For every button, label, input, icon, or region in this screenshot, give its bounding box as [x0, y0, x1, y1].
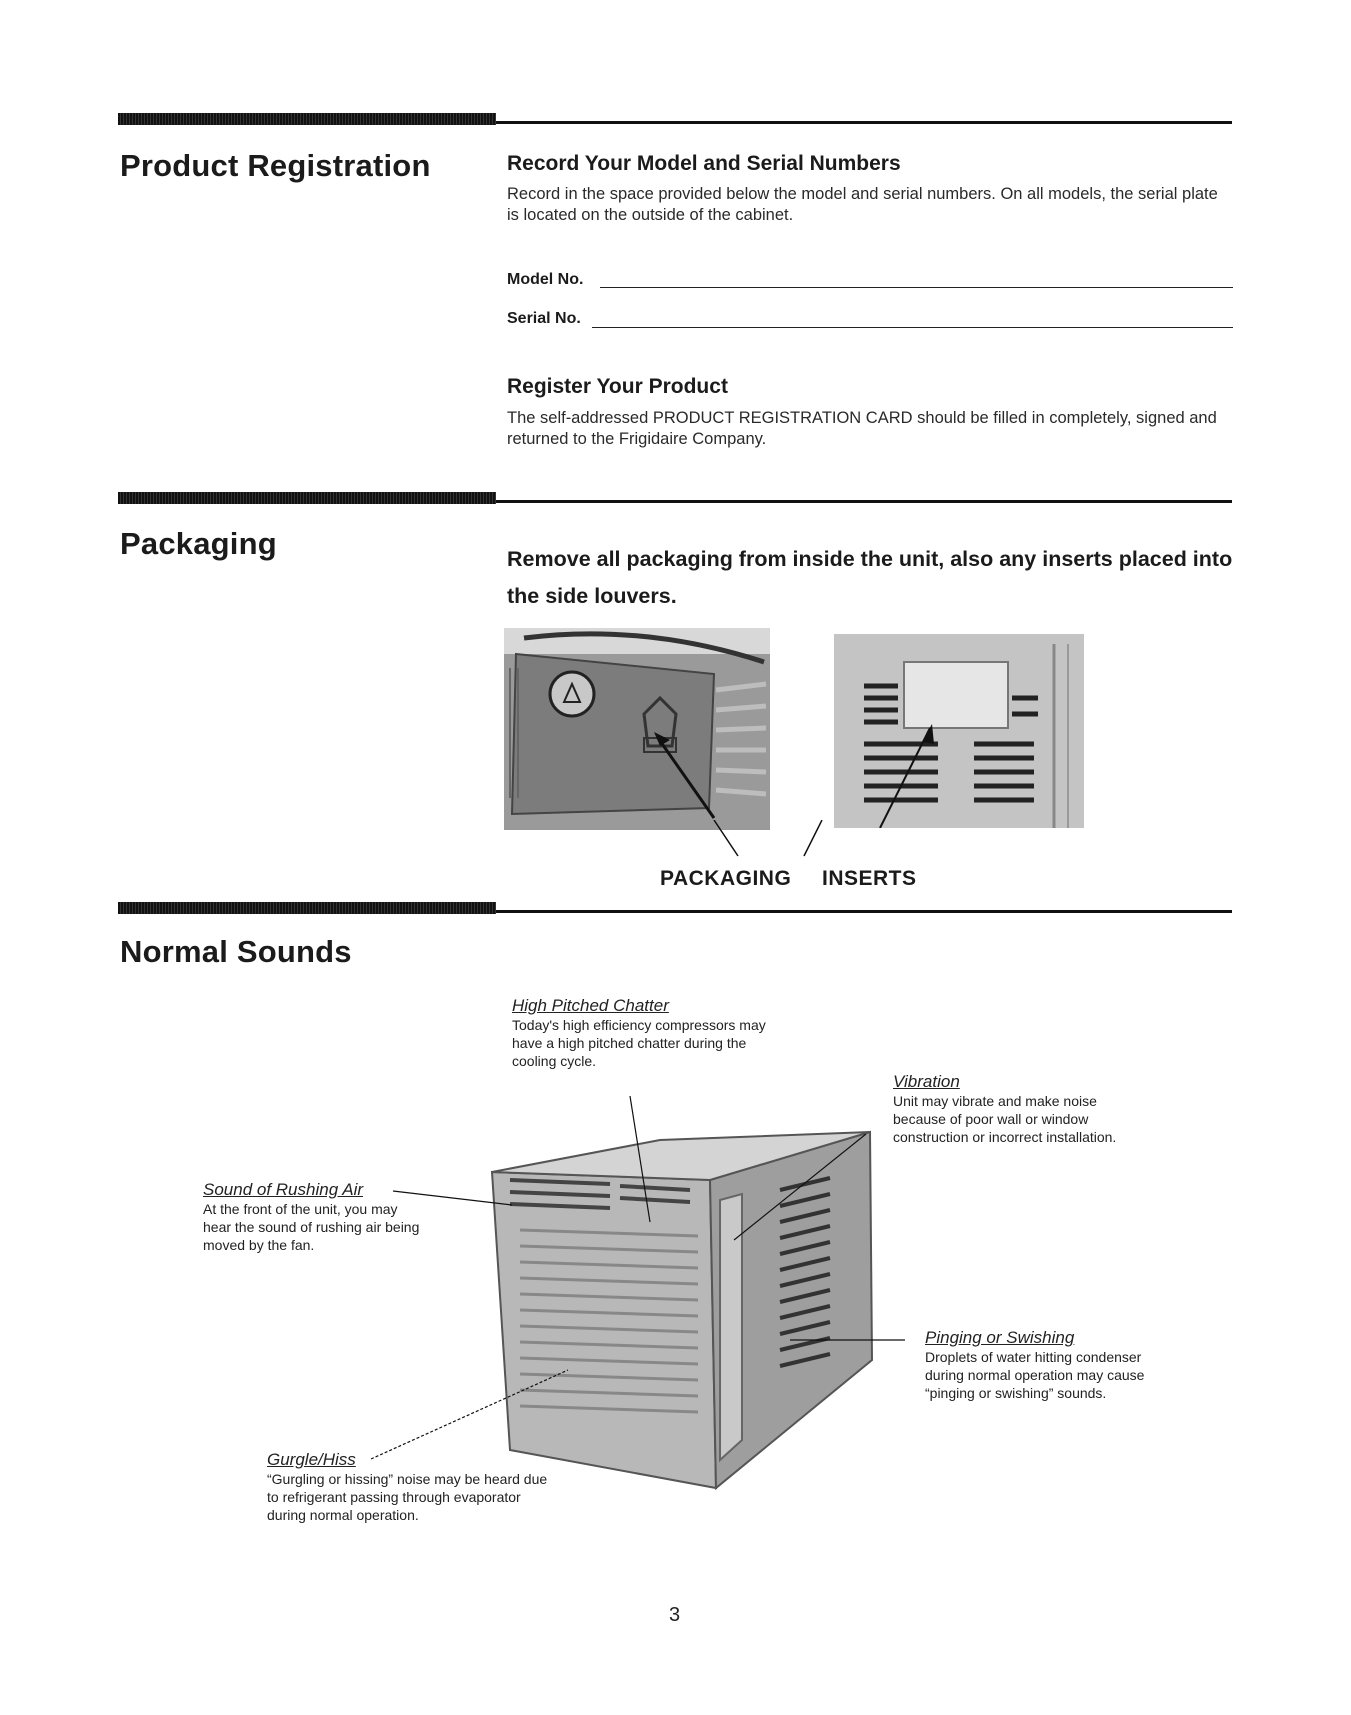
model-number-label: Model No.: [507, 271, 584, 288]
sound-item-pinging-swishing: [925, 1328, 1173, 1402]
sound-description: Today's high efficiency compressors may have a high pitched chatter during the cooling cycle.: [512, 1017, 766, 1069]
sound-item-vibration: [893, 1072, 1137, 1146]
sound-title: Pinging or Swishing: [925, 1328, 1075, 1347]
sound-description: Droplets of water hitting condenser during normal operation may cause “pinging or swishing” sounds.: [925, 1349, 1145, 1401]
sound-title: High Pitched Chatter: [512, 996, 669, 1015]
sound-title: Gurgle/Hiss: [267, 1450, 356, 1469]
packaging-instruction: Remove all packaging from inside the unit, also any inserts placed into the side louvers.: [507, 547, 1233, 608]
sound-description: “Gurgling or hissing” noise may be heard due to refrigerant passing through evaporator during normal operation.: [267, 1471, 548, 1523]
sound-item-rushing-air: [203, 1180, 421, 1254]
inserts-caption: INSERTS: [822, 867, 917, 890]
sound-title: Sound of Rushing Air: [203, 1180, 364, 1199]
packaging-caption: PACKAGING: [660, 867, 792, 890]
sound-item-high-pitched-chatter: [512, 996, 792, 1070]
record-numbers-text: Record in the space provided below the model and serial numbers. On all models, the serial plate is located on the outside of the cabinet.: [507, 185, 1218, 224]
register-product-text: The self-addressed PRODUCT REGISTRATION CARD should be filled in completely, signed and returned to the Frigidaire Company.: [507, 409, 1217, 448]
sound-title: Vibration: [893, 1072, 960, 1091]
record-numbers-heading: Record Your Model and Serial Numbers: [507, 152, 901, 175]
serial-number-label: Serial No.: [507, 310, 581, 327]
normal-sounds-title: Normal Sounds: [120, 934, 352, 969]
sound-description: Unit may vibrate and make noise because of poor wall or window construction or incorrect installation.: [893, 1093, 1117, 1145]
page-number: 3: [669, 1604, 681, 1626]
sound-description: At the front of the unit, you may hear the sound of rushing air being moved by the fan.: [203, 1201, 420, 1253]
register-product-heading: Register Your Product: [507, 375, 728, 398]
product-registration-title: Product Registration: [120, 148, 431, 183]
packaging-title: Packaging: [120, 526, 277, 561]
sound-item-gurgle-hiss: [267, 1450, 557, 1524]
